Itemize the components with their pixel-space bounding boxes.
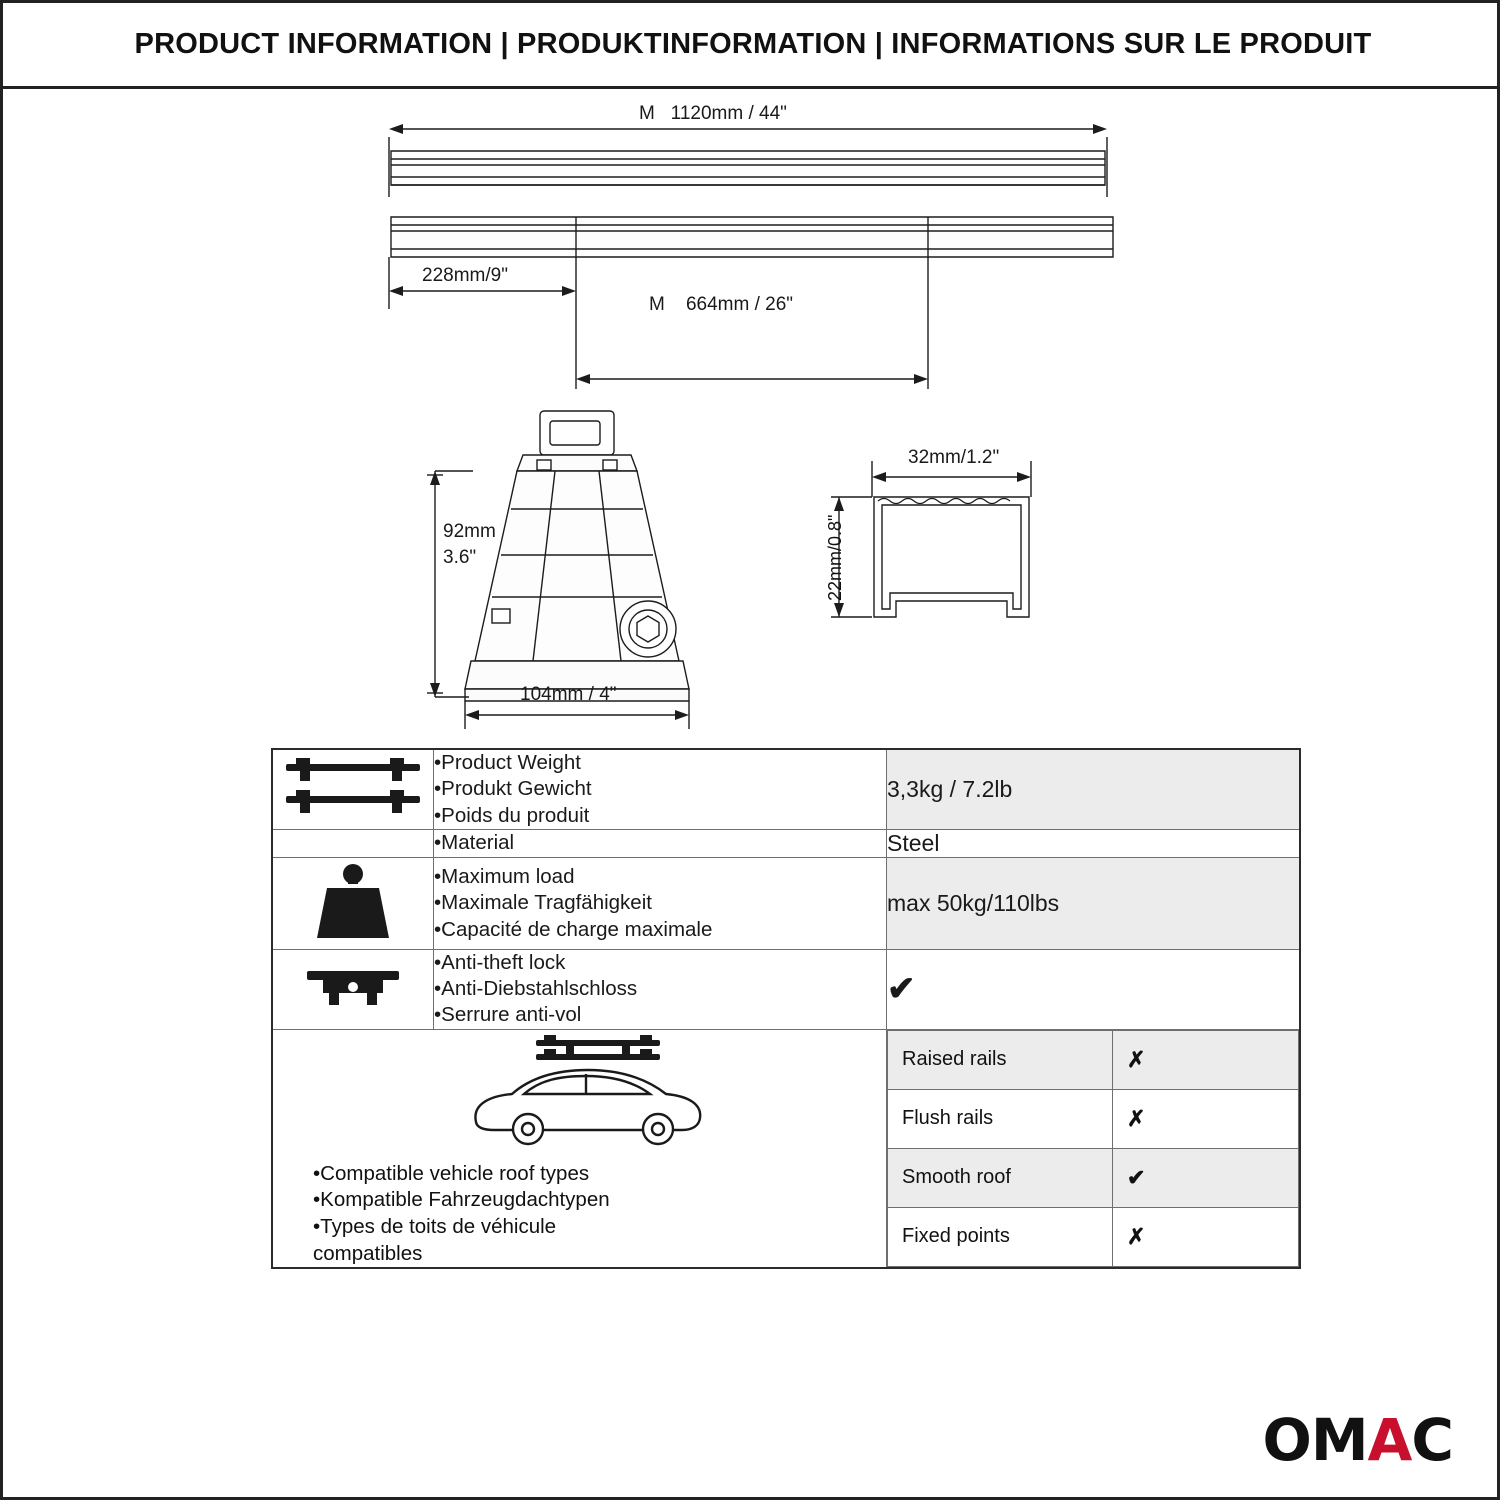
label-line: •Kompatible Fahrzeugdachtypen [313,1188,610,1212]
anti-theft-value [887,950,1301,1030]
checkmark-icon: ✔ [1127,1164,1146,1190]
compatible-roof-types-label [273,1161,886,1268]
dim-profile-width: 32mm/1.2" [908,447,1000,468]
anti-theft-label [434,950,887,1030]
logo-letter-c: C [1411,1406,1453,1474]
label-line: •Maximum load [434,865,575,889]
roof-type-support [1113,1030,1299,1089]
cross-icon: ✗ [1127,1105,1146,1131]
label-line: •Material [434,831,515,855]
dim-bar-length: M 1120mm / 44" [639,103,787,124]
roof-type-row [888,1148,1299,1207]
compatible-roof-types-cell [272,1029,887,1268]
technical-drawing [3,89,1500,739]
page-title: PRODUCT INFORMATION | PRODUKTINFORMATION | INFORMATIONS SUR LE PRODUIT [134,28,1372,60]
dim-end-offset: 228mm/9" [422,265,508,286]
weight-icon [272,858,434,950]
roof-type-list-cell [887,1029,1301,1268]
checkmark-icon: ✔ [887,970,916,1009]
label-line: •Types de toits de véhicule [313,1214,557,1238]
specification-table [271,748,1301,1269]
table-row [272,1029,1300,1268]
label-line: •Serrure anti-vol [434,1003,582,1027]
cross-icon: ✗ [1127,1223,1146,1249]
label-line: •Anti-theft lock [434,951,566,974]
roof-type-row [888,1089,1299,1148]
dim-foot-height-line2: 3.6" [443,547,477,568]
dim-foot-spacing: M 664mm / 26" [649,294,794,315]
lock-icon [272,950,434,1030]
max-load-label [434,858,887,950]
product-weight-value: 3,3kg / 7.2lb [887,749,1301,830]
roof-type-name: Raised rails [888,1030,1113,1089]
label-line: •Capacité de charge maximale [434,917,713,941]
logo-letter-m: M [1310,1406,1368,1474]
roof-type-support [1113,1148,1299,1207]
logo-letter-o: O [1262,1406,1311,1474]
drawing-svg [3,89,1500,739]
crossbars-icon [272,749,434,830]
label-line: •Maximale Tragfähigkeit [434,891,652,915]
roof-type-name: Smooth roof [888,1148,1113,1207]
material-label [434,830,887,858]
label-line: •Poids du produit [434,803,590,827]
dim-foot-width: 104mm / 4" [520,684,617,705]
roof-type-row [888,1030,1299,1089]
max-load-value: max 50kg/110lbs [887,858,1301,950]
brand-logo [1262,1406,1454,1474]
label-line: •Compatible vehicle roof types [313,1161,590,1185]
table-row [272,950,1300,1030]
material-value: Steel [887,830,1301,858]
table-row [272,749,1300,830]
table-row [272,830,1300,858]
page-header [3,3,1500,89]
roof-type-name: Fixed points [888,1207,1113,1266]
roof-type-row [888,1207,1299,1266]
label-line: •Anti-Diebstahlschloss [434,977,638,1001]
label-line: •Product Weight [434,751,581,775]
table-row [272,858,1300,950]
label-line: compatibles [313,1241,423,1265]
roof-type-table [887,1030,1299,1267]
product-weight-label [434,749,887,830]
roof-type-support [1113,1207,1299,1266]
cross-icon: ✗ [1127,1046,1146,1072]
roof-type-name: Flush rails [888,1089,1113,1148]
label-line: •Produkt Gewicht [434,777,592,801]
dim-foot-height-line1: 92mm [443,521,496,542]
roof-type-support [1113,1089,1299,1148]
car-with-rack-icon [420,1030,740,1150]
logo-letter-a: A [1367,1406,1412,1474]
material-icon-placeholder [272,830,434,858]
dim-profile-height: 22mm/0.8" [825,514,845,601]
